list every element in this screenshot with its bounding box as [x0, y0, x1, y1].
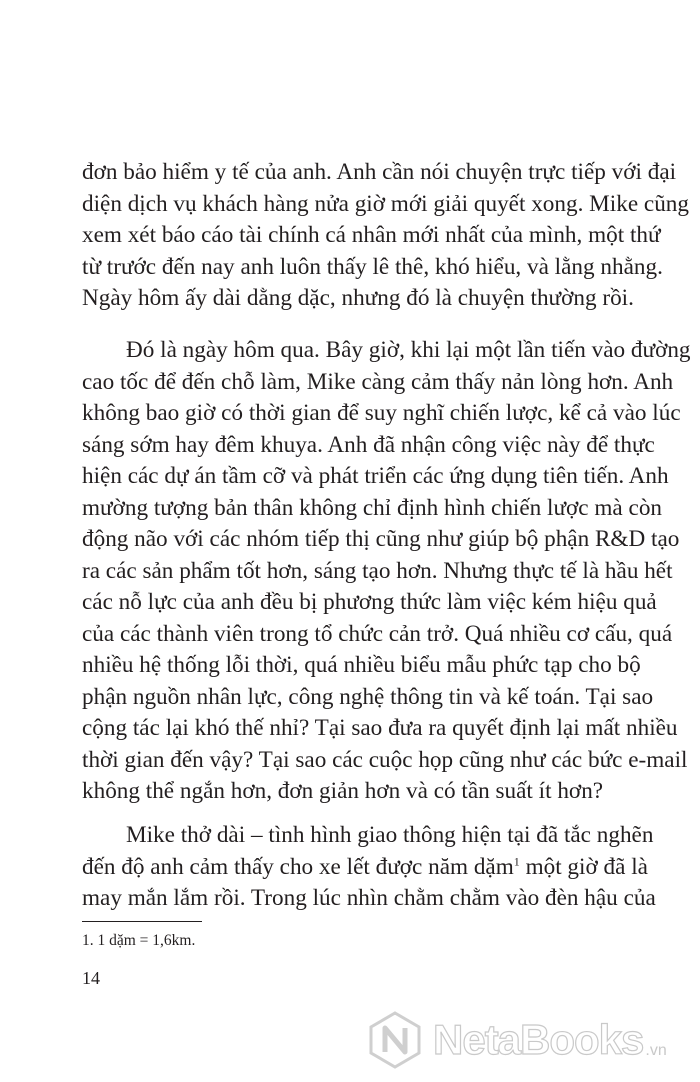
text-line: sáng sớm hay đêm khuya. Anh đã nhận công việc này để thực [82, 431, 655, 458]
text-line: nhiều hệ thống lỗi thời, quá nhiều biểu mẫu phức tạp cho bộ [82, 652, 641, 678]
text-line: diện dịch vụ khách hàng nửa giờ mới giải quyết xong. Mike cũng [82, 190, 689, 217]
text-line: Mike thở dài – tình hình giao thông hiện tại đã tắc nghẽn [126, 822, 654, 848]
footnote: 1. 1 dặm = 1,6km. [82, 932, 196, 949]
watermark-brand: NetaBooks [433, 1016, 644, 1063]
text-line: xem xét báo cáo tài chính cá nhân mới nhất của mình, một thứ [82, 222, 661, 248]
text-line: may mắn lắm rồi. Trong lúc nhìn chằm chằm vào đèn hậu của [82, 885, 656, 911]
text-line: của các thành viên trong tổ chức cản trở. Quá nhiều cơ cấu, quá [82, 620, 673, 647]
text-line: ra các sản phẩm tốt hơn, sáng tạo hơn. Nhưng thực tế là hầu hết [82, 557, 673, 584]
text-line: hiện các dự án tầm cỡ và phát triển các ứng dụng tiên tiến. Anh [82, 463, 669, 489]
text-line: đơn bảo hiểm y tế của anh. Anh cần nói chuyện trực tiếp với đại [82, 159, 677, 185]
text-line: mường tượng bản thân không chỉ định hình chiến lược mà còn [82, 494, 663, 521]
netabooks-logo-icon [365, 1010, 425, 1070]
footnote-separator [82, 921, 202, 922]
text-line: động não với các nhóm tiếp thị cũng như giúp bộ phận R&D tạo [82, 526, 680, 552]
page-number: 14 [82, 968, 100, 988]
watermark-suffix: .vn [645, 1042, 667, 1059]
text-line: Đó là ngày hôm qua. Bây giờ, khi lại một lần tiến vào đường [126, 337, 691, 363]
footnote-marker: 1 [513, 853, 520, 868]
watermark [365, 1005, 695, 1075]
text-line: từ trước đến nay anh luôn thấy lê thê, khó hiểu, và lằng nhằng. [82, 253, 663, 280]
text-line: cao tốc để đến chỗ làm, Mike càng cảm thấy nản lòng hơn. Anh [82, 368, 674, 395]
text-segment: một giờ đã là [519, 853, 648, 880]
text-line: thời gian đến vậy? Tại sao các cuộc họp cũng như các bức e-mail [82, 746, 688, 773]
text-line: phận nguồn nhân lực, công nghệ thông tin và kế toán. Tại sao [82, 683, 654, 710]
text-segment: đến độ anh cảm thấy cho xe lết được năm dặm [82, 853, 514, 880]
text-line: các nỗ lực của anh đều bị phương thức làm việc kém hiệu quả [82, 589, 657, 615]
paragraph-2 [82, 335, 691, 808]
text-line: Ngày hôm ấy dài dằng dặc, nhưng đó là chuyện thường rồi. [82, 285, 634, 311]
paragraph-3 [82, 820, 656, 915]
paragraph-1 [82, 157, 689, 315]
text-line: không bao giờ có thời gian để suy nghĩ chiến lược, kể cả vào lúc [82, 400, 681, 426]
text-line: không thể ngắn hơn, đơn giản hơn và có tần suất ít hơn? [82, 778, 604, 804]
text-line [82, 852, 648, 884]
text-line: cộng tác lại khó thế nhỉ? Tại sao đưa ra quyết định lại mất nhiều [82, 715, 678, 741]
